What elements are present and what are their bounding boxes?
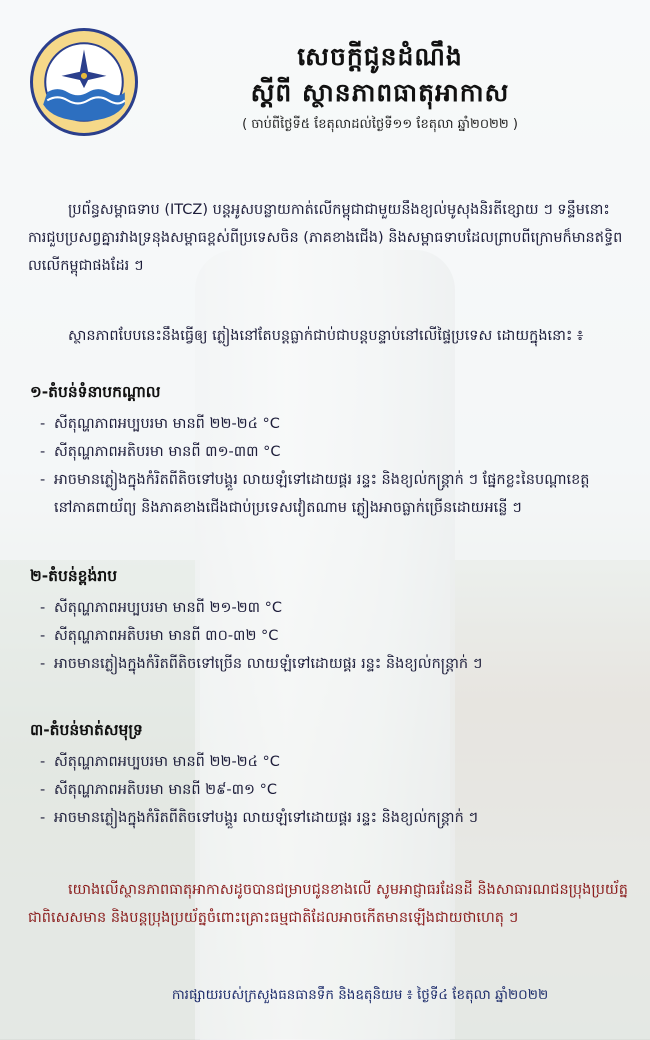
central-lowland-list: [40, 410, 630, 522]
coastal-list: [40, 748, 630, 832]
logo-seal-icon: [33, 31, 135, 133]
warning-notice: យោងលើស្ថានភាពធាតុអាកាសដូចបានជម្រាបជូនខាងលើ សូមអាជ្ញាធរដែនដី និងសាធារណជនប្រុងប្រយ័ត្នជាពិសេសមាន និងបន្តប្រុងប្រយ័ត្នចំពោះគ្រោះធម្មជាតិដែលអាចកើតមានឡើងជាយថាហេតុ ៗ: [28, 882, 628, 926]
notice-subject: ស្តីពី ស្ថានភាពធាតុអាកាស: [250, 78, 510, 107]
section-title-central-lowland: ១-តំបន់ទំនាបកណ្តាល: [30, 383, 161, 401]
publisher-footer: ការផ្សាយរបស់ក្រសួងធនធានទឹក និងឧតុនិយម ៖ ថ្ងៃទី៤ ខែតុលា ឆ្នាំ២០២២: [171, 987, 549, 1003]
notice-title: សេចក្តីជូនដំណឹង: [297, 42, 463, 71]
list-item: - សីតុណ្ហភាពអតិបរមា មានពី ៣១-៣៣ °C: [40, 438, 630, 466]
section-title-plateau: ២-តំបន់ខ្ពង់រាប: [30, 567, 118, 585]
list-item: - អាចមានភ្លៀងក្នុងកំរិតពីតិចទៅបង្គួរ លាយឡំទៅដោយផ្គរ រន្ទះ និងខ្យល់កន្ត្រាក់ ៗ: [40, 804, 630, 832]
summary-paragraph: ស្ថានភាពបែបនេះនឹងធ្វើឲ្យ ភ្លៀងនៅតែបន្តធ្លាក់ជាប់ជាបន្តបន្ទាប់នៅលើផ្ទៃប្រទេស ដោយក្នុងនោះ ៖: [68, 328, 584, 344]
ministry-logo-icon: [30, 28, 138, 136]
list-item: - សីតុណ្ហភាពអតិបរមា មានពី ២៩-៣១ °C: [40, 776, 630, 804]
list-item: - សីតុណ្ហភាពអប្បបរមា មានពី ២១-២៣ °C: [40, 594, 630, 622]
list-item: - សីតុណ្ហភាពអប្បបរមា មានពី ២២-២៤ °C: [40, 410, 630, 438]
date-range: ( ចាប់ពីថ្ងៃទី៥ ខែតុលាដល់ថ្ងៃទី១១ ខែតុលា ឆ្នាំ២០២២ ): [242, 117, 518, 132]
plateau-list: [40, 594, 630, 678]
list-item: - សីតុណ្ហភាពអប្បបរមា មានពី ២២-២៤ °C: [40, 748, 630, 776]
list-item: - អាចមានភ្លៀងក្នុងកំរិតពីតិចទៅបង្គួរ លាយឡំទៅដោយផ្គរ រន្ទះ និងខ្យល់កន្ត្រាក់ ៗ ផ្នែកខ្លះនៃបណ្តាខេត្តនៅភាគពាយ័ព្យ និងភាគខាងជើងជាប់ប្រទេសវៀតណាម ភ្លៀងអាចធ្លាក់ច្រើនដោយអន្លើ ៗ: [40, 466, 630, 522]
list-item: - សីតុណ្ហភាពអតិបរមា មានពី ៣០-៣២ °C: [40, 622, 630, 650]
section-title-coastal: ៣-តំបន់មាត់សមុទ្រ: [30, 721, 143, 739]
intro-paragraph: ប្រព័ន្ធសម្ពាធទាប (ITCZ) បន្តអូសបន្លាយកាត់លើកម្ពុជាជាមួយនឹងខ្យល់មូសុងនិរតីខ្សោយ ៗ ទន្ទឹមនោះការជួបប្រសព្វគ្នារវាងទ្រនុងសម្ពាធខ្ពស់ពីប្រទេសចិន (ភាគខាងជើង) និងសម្ពាធទាបដែលព្រាបពីក្រោមក៏មានឥទ្ធិពលលើកម្ពុជាផងដែរ ៗ: [28, 202, 623, 274]
list-item: - អាចមានភ្លៀងក្នុងកំរិតពីតិចទៅច្រើន លាយឡំទៅដោយផ្គរ រន្ទះ និងខ្យល់កន្ត្រាក់ ៗ: [40, 650, 630, 678]
